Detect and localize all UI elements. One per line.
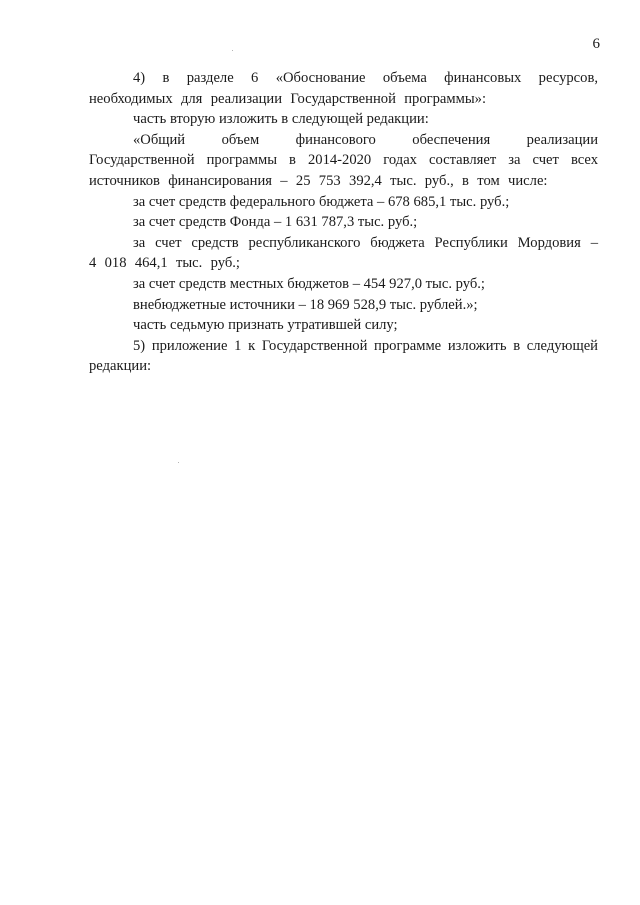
paragraph-fund: за счет средств Фонда – 1 631 787,3 тыс. руб.; <box>133 214 418 231</box>
paragraph-local-budgets: за счет средств местных бюджетов – 454 927,0 тыс. руб.; <box>133 275 485 292</box>
page-number: 6 <box>592 36 600 52</box>
document-body <box>89 68 598 377</box>
paragraph-appendix-1-amendment: 5) приложение 1 к Государственной программе изложить в следующей редакции: <box>89 337 598 375</box>
paragraph-part-seven-void: часть седьмую признать утратившей силу; <box>133 317 398 334</box>
scan-speck <box>178 462 179 463</box>
paragraph-republican-budget: за счет средств республиканского бюджета Республики Мордовия – 4 018 464,1 тыс. руб.; <box>89 234 598 272</box>
scan-speck <box>232 50 233 51</box>
paragraph-federal-budget: за счет средств федерального бюджета – 678 685,1 тыс. руб.; <box>133 193 510 210</box>
paragraph-part-two-instruction: часть вторую изложить в следующей редакции: <box>133 111 429 128</box>
paragraph-total-funding: «Общий объем финансового обеспечения реализации Государственной программы в 2014-2020 годах составляет за счет всех источников финансирования – 25 753 392,4 тыс. руб., в том числе: <box>89 131 598 189</box>
paragraph-extra-budgetary: внебюджетные источники – 18 969 528,9 тыс. рублей.»; <box>133 296 478 313</box>
paragraph-section-6-amendment: 4) в разделе 6 «Обоснование объема финансовых ресурсов, необходимых для реализации Государственной программы»: <box>89 70 598 107</box>
